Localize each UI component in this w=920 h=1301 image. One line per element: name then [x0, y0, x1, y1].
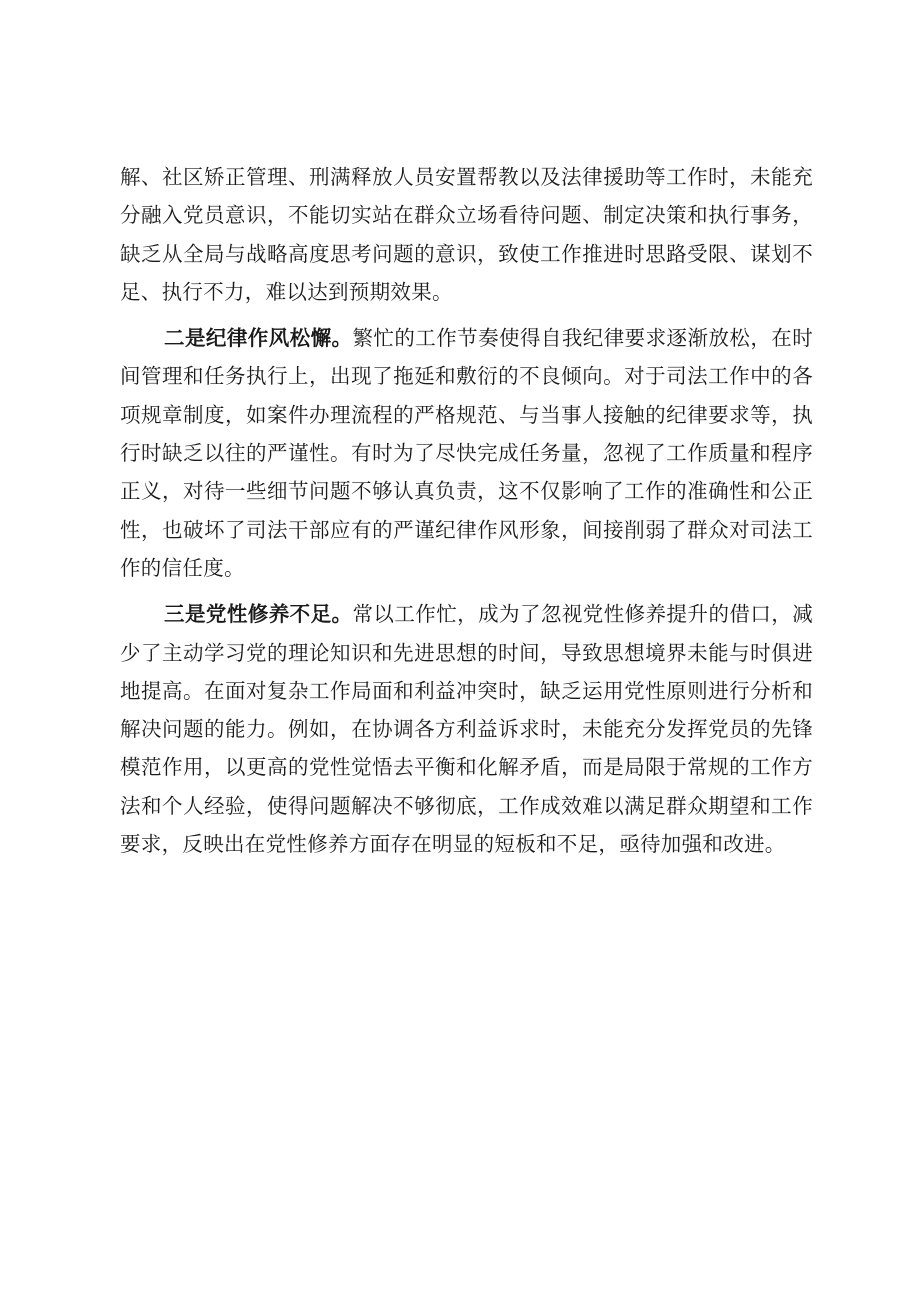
paragraph-text: 繁忙的工作节奏使得自我纪律要求逐渐放松，在时间管理和任务执行上，出现了拖延和敷衍的不良倾向。对于司法工作中的各项规章制度，如案件办理流程的严格规范、与当事人接触的纪律要求等，执行时缺乏以往的严谨性。有时为了尽快完成任务量，忽视了工作质量和程序正义，对待一些细节问题不够认真负责，这不仅影响了工作的准确性和公正性，也破坏了司法干部应有的严谨纪律作风形象，间接削弱了群众对司法工作的信任度。	[120, 326, 813, 580]
paragraph-heading: 二是纪律作风松懈。	[164, 326, 353, 351]
paragraph-text: 常以工作忙，成为了忽视党性修养提升的借口，减少了主动学习党的理论知识和先进思想的时间，导致思想境界未能与时俱进地提高。在面对复杂工作局面和利益冲突时，缺乏运用党性原则进行分析和解决问题的能力。例如，在协调各方利益诉求时，未能充分发挥党员的先锋模范作用，以更高的党性觉悟去平衡和化解矛盾，而是局限于常规的工作方法和个人经验，使得问题解决不够彻底，工作成效难以满足群众期望和工作要求，反映出在党性修养方面存在明显的短板和不足，亟待加强和改进。	[120, 602, 813, 857]
paragraph-party-spirit	[120, 595, 813, 863]
paragraph-continuation	[120, 158, 813, 311]
paragraph-heading: 三是党性修养不足。	[164, 602, 353, 627]
paragraph-text: 解、社区矫正管理、刑满释放人员安置帮教以及法律援助等工作时，未能充分融入党员意识，不能切实站在群众立场看待问题、制定决策和执行事务，缺乏从全局与战略高度思考问题的意识，致使工作推进时思路受限、谋划不足、执行不力，难以达到预期效果。	[120, 165, 813, 304]
document-page	[120, 158, 813, 863]
paragraph-discipline	[120, 319, 813, 587]
